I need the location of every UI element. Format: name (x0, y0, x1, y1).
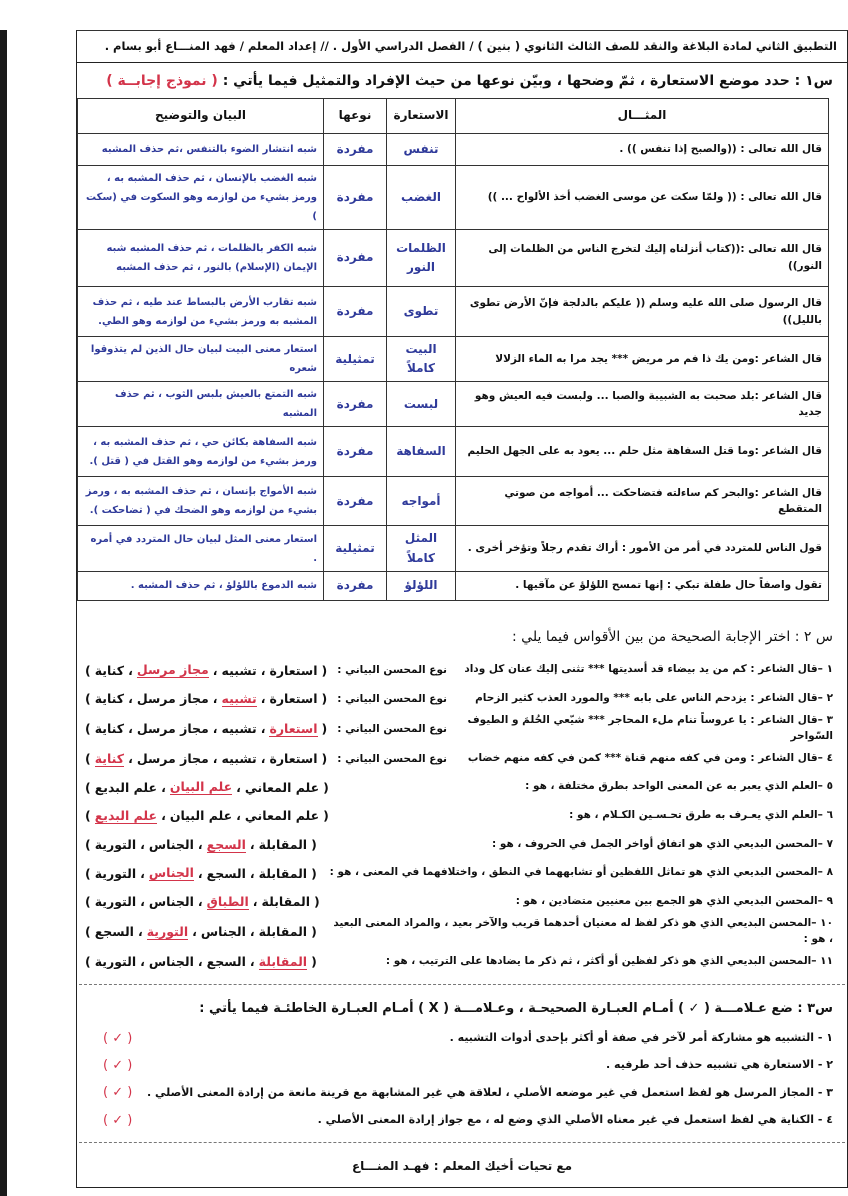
table-row (78, 427, 829, 477)
separator: ، (161, 808, 166, 824)
separator: ، (140, 865, 145, 881)
question-item (85, 802, 833, 831)
q2-list (85, 656, 833, 976)
type-cell: تمثيلية (324, 337, 387, 382)
choice[interactable]: علم البديع (94, 779, 158, 795)
paren: ( (323, 779, 329, 795)
metaphor-cell: أمواجه (387, 477, 456, 526)
paren: ) (85, 894, 91, 910)
paren: ) (85, 924, 91, 940)
type-cell: مفردة (324, 477, 387, 526)
type-cell: مفردة (324, 571, 387, 600)
statement-item (103, 1106, 833, 1133)
explanation-cell: شبه الأمواج بإنسان ، ثم حذف المشبه به ، ورمز بشيء من لوازمه وهو الضحك في ( تضاحكت ). (78, 477, 324, 526)
separator: ، (137, 924, 143, 940)
question-item (85, 916, 833, 948)
explanation-cell: شبه انتشار الضوء بالتنفس ،ثم حذف المشبه (78, 134, 324, 166)
question-item (85, 830, 833, 859)
choice[interactable]: كناية (94, 691, 125, 707)
paren: ( (323, 808, 329, 824)
question-text: ٣ –قال الشاعر : يا عروساً تنام ملء المحاجر *** شيّعي الحُلمَ و الطيوف السّواحر (467, 713, 833, 742)
metaphor-cell: تطوى (387, 287, 456, 337)
separator: ، (128, 691, 133, 707)
question-text: ٦ –العلم الذي يعـرف به طرق تحـسـين الكـلام ، هو : (569, 809, 833, 822)
q3-title: س٣ : ضع عـلامـــة ( ✓ ) أمـام العبـارة الصحيحـة ، وعـلامـــة ( X ) أمـام العبـارة الخاطئـة فيما يأتي : (199, 1001, 833, 1017)
type-cell: مفردة (324, 134, 387, 166)
choices-group (85, 808, 329, 824)
page-frame (76, 30, 848, 1188)
explanation-cell: شبه الدموع باللؤلؤ ، ثم حذف المشبه . (78, 571, 324, 600)
paren: ) (85, 721, 91, 737)
statement-text: ٣ - المجاز المرسل هو لفظ استعمل في غير موضعه الأصلي ، لعلاقة هي غير المشابهة مع قرينة مانعة من إرادة المعنى الأصلي . (146, 1085, 833, 1099)
choice[interactable]: استعارة (269, 662, 318, 678)
separator: ، (249, 954, 255, 970)
choice[interactable]: الجناس (148, 954, 194, 970)
separator: ، (236, 808, 241, 824)
table-row (78, 382, 829, 427)
separator: ، (212, 721, 218, 737)
separator: ، (140, 954, 145, 970)
choice[interactable]: السجع (206, 865, 246, 881)
choices-group (85, 721, 447, 737)
statement-text: ٤ - الكناية هي لفظ استعمل في غير معناه الأصلي الذي وضع له ، مع جواز إرادة المعنى الأصلي . (317, 1112, 833, 1126)
correct-choice[interactable]: تشبيه (221, 690, 257, 706)
paren: ( (321, 751, 328, 767)
explanation-cell: شبه الغضب بالإنسان ، ثم حذف المشبه به ، ورمز بشيء من لوازمه وهو السكوت في (سكت ) (78, 166, 324, 230)
separator: ، (197, 894, 203, 910)
question-text: ٤ –قال الشاعر : ومن في كفه منهم قناة *** كمن في كفه منهم خضاب (467, 751, 833, 764)
explanation-cell: شبه الكفر بالظلمات ، ثم حذف المشبه شبه الإيمان (الإسلام) بالنور ، ثم حذف المشبه (78, 230, 324, 287)
separator: ، (140, 837, 145, 853)
example-cell: قول الناس للمتردد في أمر من الأمور : أراك تقدم رجلاً وتؤخر أخرى . (456, 526, 829, 571)
paren: ) (85, 808, 91, 824)
explanation-cell: استعار معنى البيت لبيان حال الذين لم يتذوقوا شعره (78, 337, 324, 382)
q2-title: س ٢ : اختر الإجابة الصحيحة من بين الأقواس فيما يلي : (512, 628, 833, 645)
separator: ، (128, 662, 133, 678)
table-row (78, 571, 829, 600)
checkmark-answer[interactable]: ( ✓ ) (103, 1030, 133, 1046)
header-title: التطبيق الثاني لمادة البلاغة والنقد للصف الثالث الثانوي ( بنين ) / الفصل الدراسي الأول . // إعداد المعلم / فهد المنـــاع أبو بسام . (104, 38, 837, 53)
table-row (78, 526, 829, 571)
explanation-cell: شبه تقارب الأرض بالبساط عند طيه ، ثم حذف المشبه به ورمز بشيء من لوازمه وهو الطي. (78, 287, 324, 337)
paren: ) (85, 779, 91, 795)
separator: ، (128, 721, 133, 737)
choices-group (85, 837, 317, 853)
question-item (85, 948, 833, 977)
choice[interactable]: كناية (94, 662, 125, 678)
choice[interactable]: تشبيه (221, 751, 257, 767)
question-text: ٥ –العلم الذي يعبر به عن المعنى الواحد بطرق مختلفة ، هو : (525, 780, 833, 793)
paren: ) (85, 751, 91, 767)
statement-text: ٢ - الاستعارة هي تشبيه حذف أحد طرفيه . (606, 1058, 833, 1072)
separator: ، (197, 837, 203, 853)
choice[interactable]: المقابلة (258, 837, 308, 853)
choice[interactable]: الجناس (148, 837, 194, 853)
choices-group (85, 779, 329, 795)
checkmark-answer[interactable]: ( ✓ ) (103, 1085, 133, 1101)
divider (79, 984, 845, 985)
model-answer-badge: ( نموذج إجابــة ) (106, 73, 218, 89)
choice[interactable]: التورية (94, 894, 137, 910)
question-text: ٨ –المحسن البديعي الذي هو تماثل اللفظين أو تشابههما في النطق ، واختلافهما في المعنى ، هو : (329, 866, 833, 879)
choices-group (85, 894, 320, 910)
col-metaphor: الاستعارة (387, 99, 456, 134)
example-cell: قال الشاعر :ومن يك ذا فم مر مريض *** يجد مرا به الماء الزلالا (456, 337, 829, 382)
question-item (85, 744, 833, 773)
table-row (78, 166, 829, 230)
type-cell: تمثيلية (324, 526, 387, 571)
correct-choice[interactable]: مجاز مرسل (136, 662, 209, 678)
example-cell: قال الله تعالى :((كتاب أنزلناه إليك لتخرج الناس من الظلمات إلى النور)) (456, 230, 829, 287)
question-item (85, 773, 833, 802)
table-row (78, 230, 829, 287)
choices-group (85, 924, 317, 940)
paren: ) (85, 691, 91, 707)
paren: ) (85, 954, 91, 970)
statement-item (103, 1052, 833, 1079)
paren: ) (85, 662, 91, 678)
separator: ، (260, 662, 266, 678)
statement-text: ١ - التشبيه هو مشاركة أمر لآخر في صفة أو أكثر بإحدى أدوات التشبيه . (449, 1030, 833, 1044)
separator: ، (260, 721, 266, 737)
example-cell: قال الرسول صلى الله عليه وسلم (( عليكم بالدلجة فإنّ الأرض تطوى بالليل)) (456, 287, 829, 337)
metaphor-cell: السفاهة (387, 427, 456, 477)
checkmark-answer[interactable]: ( ✓ ) (103, 1112, 133, 1128)
choices-group (85, 751, 447, 767)
example-cell: قال الله تعالى : (( ولمّا سكت عن موسى الغضب أخذ الألواح ... )) (456, 166, 829, 230)
question-item (85, 887, 833, 916)
choice[interactable]: الجناس (200, 924, 246, 940)
question-text: ٧ –المحسن البديعي الذي هو اتفاق أواخر الجمل في الحروف ، هو : (492, 837, 833, 850)
q3-list (103, 1025, 833, 1134)
choice[interactable]: استعارة (269, 751, 318, 767)
separator: ، (197, 865, 203, 881)
separator: ، (212, 751, 218, 767)
choices-group (85, 865, 317, 881)
correct-choice[interactable]: الطباق (206, 893, 249, 909)
question-text: ١١ –المحسن البديعي الذي هو ذكر لفظين أو أكثر ، ثم ذكر ما يضادها على الترتيب ، هو : (385, 954, 833, 967)
choice[interactable]: التورية (94, 837, 137, 853)
choice[interactable]: المقابلة (261, 894, 310, 910)
metaphor-cell: الغضب (387, 166, 456, 230)
statement-item (103, 1079, 833, 1106)
separator: ، (192, 924, 197, 940)
choice[interactable]: كناية (94, 721, 125, 737)
example-cell: قال الشاعر :وما قتل السفاهة مثل حلم ... يعود به على الجهل الحليم (456, 427, 829, 477)
footer-signature: مع تحيات أخيك المعلم : فهـد المنـــاع (351, 1158, 573, 1173)
choice[interactable]: التورية (94, 865, 137, 881)
metaphor-cell: المثل كاملاً (387, 526, 456, 571)
choice[interactable]: علم المعاني (244, 779, 320, 795)
question-text: ٩ –المحسن البديعي الذي هو الجمع بين معنيين متضادين ، هو : (515, 894, 833, 907)
choices-group (85, 662, 447, 678)
col-example: المثـــال (456, 99, 829, 134)
choice-prompt: نوع المحسن البياني : (337, 664, 447, 677)
metaphor-cell: اللؤلؤ (387, 571, 456, 600)
paren: ) (85, 837, 91, 853)
paren: ) (85, 865, 91, 881)
example-cell: قال الشاعر :والبحر كم ساءلته فتضاحكت ... أمواجه من صوتي المتقطع (456, 477, 829, 526)
choice-prompt: نوع المحسن البياني : (337, 692, 447, 705)
separator: ، (249, 837, 255, 853)
q1-title-text: س١ : حدد موضع الاستعارة ، ثمّ وضحها ، وبيّن نوعها من حيث الإفراد والتمثيل فيما يأتي : (217, 73, 833, 89)
explanation-cell: شبه التمتع بالعيش بلبس الثوب ، ثم حذف المشبه (78, 382, 324, 427)
type-cell: مفردة (324, 382, 387, 427)
choices-group (85, 954, 317, 970)
choice[interactable]: مجاز مرسل (136, 691, 209, 707)
separator: ، (128, 751, 133, 767)
question-text: ١٠ –المحسن البديعي الذي هو ذكر لفظ له معنيان أحدهما قريب والآخر بعيد ، والمراد المعنى البعيد ، هو : (333, 917, 833, 945)
table-row (78, 134, 829, 166)
paren: ( (311, 924, 317, 940)
col-type: نوعها (324, 99, 387, 134)
choice-prompt: نوع المحسن البياني : (337, 722, 447, 735)
scan-edge (0, 30, 7, 1196)
separator: ، (161, 779, 166, 795)
paren: ( (313, 894, 320, 910)
question-item (85, 859, 833, 888)
choice[interactable]: الجناس (148, 894, 194, 910)
separator: ، (212, 691, 218, 707)
separator: ، (249, 924, 255, 940)
table-row (78, 477, 829, 526)
paren: ( (311, 954, 317, 970)
separator: ، (197, 954, 203, 970)
paren: ( (311, 837, 317, 853)
example-cell: قال الله تعالى : ((والصبح إذا تنفس )) . (456, 134, 829, 166)
checkmark-answer[interactable]: ( ✓ ) (103, 1058, 133, 1074)
separator: ، (260, 691, 266, 707)
question-item (85, 656, 833, 685)
choice[interactable]: السجع (206, 954, 246, 970)
choice[interactable]: المقابلة (258, 865, 308, 881)
separator: ، (260, 751, 266, 767)
example-cell: قال الشاعر :بلد صحبت به الشبيبة والصبا ... ولبست فيه العيش وهو جديد (456, 382, 829, 427)
metaphor-cell: البيت كاملاً (387, 337, 456, 382)
type-cell: مفردة (324, 230, 387, 287)
type-cell: مفردة (324, 287, 387, 337)
table-row (78, 337, 829, 382)
choice-prompt: نوع المحسن البياني : (337, 752, 447, 765)
correct-choice[interactable]: علم البديع (94, 807, 158, 823)
choice[interactable]: علم المعاني (244, 808, 320, 824)
choice[interactable]: السجع (94, 924, 134, 940)
separator: ، (140, 894, 145, 910)
question-text: ٢ –قال الشاعر : يزدحم الناس على بابه *** والمورد العذب كثير الزحام (475, 691, 833, 704)
separator: ، (236, 779, 241, 795)
choice[interactable]: المقابلة (258, 924, 308, 940)
metaphor-table (77, 98, 829, 601)
type-cell: مفردة (324, 427, 387, 477)
choice[interactable]: استعارة (269, 691, 318, 707)
correct-choice[interactable]: السجع (206, 836, 246, 852)
correct-choice[interactable]: المقابلة (258, 953, 308, 969)
paren: ( (321, 721, 328, 737)
q1-title (87, 71, 833, 92)
explanation-cell: شبه السفاهة بكائن حي ، ثم حذف المشبه به ، ورمز بشيء من لوازمه وهو القتل في ( قتل ). (78, 427, 324, 477)
correct-choice[interactable]: استعارة (269, 720, 318, 736)
example-cell: تقول واصفاً حال طفلة تبكي : إنها تمسح اللؤلؤ عن مآقيها . (456, 571, 829, 600)
choice[interactable]: تشبيه (221, 721, 257, 737)
col-explanation: البيان والتوضيح (78, 99, 324, 134)
divider (79, 1142, 845, 1143)
worksheet-header (77, 31, 847, 63)
explanation-cell: استعار معنى المثل لبيان حال المتردد في أمره . (78, 526, 324, 571)
correct-choice[interactable]: علم البيان (169, 779, 233, 795)
choice[interactable]: تشبيه (221, 662, 257, 678)
correct-choice[interactable]: كناية (94, 750, 125, 766)
choice[interactable]: التورية (94, 954, 137, 970)
metaphor-cell: تنفس (387, 134, 456, 166)
question-item (85, 684, 833, 713)
question-text: ١ –قال الشاعر : كم من يد بيضاء قد أسديتها *** تثنى إليك عنان كل وداد (464, 663, 833, 676)
type-cell: مفردة (324, 166, 387, 230)
statement-item (103, 1025, 833, 1052)
paren: ( (321, 691, 328, 707)
metaphor-cell: الظلمات النور (387, 230, 456, 287)
correct-choice[interactable]: الجناس (148, 865, 194, 881)
choice[interactable]: علم البيان (169, 808, 233, 824)
separator: ، (252, 894, 258, 910)
choice[interactable]: مجاز مرسل (136, 721, 209, 737)
choice[interactable]: مجاز مرسل (136, 751, 209, 767)
separator: ، (212, 662, 218, 678)
paren: ( (311, 865, 317, 881)
paren: ( (321, 662, 328, 678)
metaphor-cell: لبست (387, 382, 456, 427)
correct-choice[interactable]: التورية (146, 923, 189, 939)
choices-group (85, 691, 447, 707)
question-item (85, 713, 833, 745)
table-row (78, 287, 829, 337)
separator: ، (249, 865, 255, 881)
